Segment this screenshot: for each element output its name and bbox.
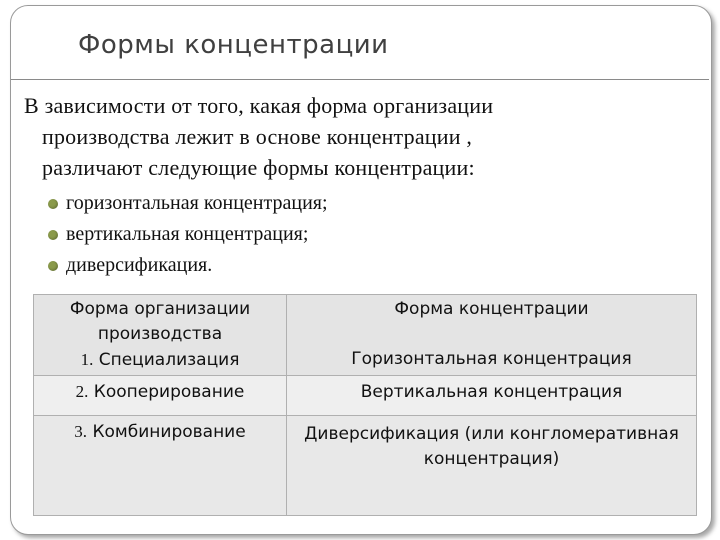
- header-col2: Форма концентрации: [394, 299, 589, 319]
- table-cell: [34, 376, 287, 416]
- row2-concentration: Вертикальная концентрация: [360, 382, 623, 402]
- row1-form: [40, 347, 280, 373]
- table-header-cell: [287, 295, 697, 376]
- bullet-list: [46, 188, 328, 281]
- bullet-item: [46, 250, 328, 281]
- bullet-dot-icon: [48, 199, 58, 209]
- bullet-item: [46, 219, 328, 250]
- table-cell: [287, 416, 697, 516]
- row3-form-label: Комбинирование: [92, 422, 246, 442]
- intro-paragraph: [24, 90, 684, 183]
- row1-concentration: Горизонтальная концентрация: [351, 349, 632, 369]
- table-row: [34, 376, 697, 416]
- row1-number: 1.: [80, 350, 94, 369]
- intro-line-1: В зависимости от того, какая форма организации: [24, 93, 494, 118]
- table-header-cell: [34, 295, 287, 376]
- bullet-text: диверсификация.: [66, 254, 213, 276]
- spacer: [293, 322, 690, 347]
- intro-line-2: производства лежит в основе концентрации ,: [42, 124, 473, 149]
- table-header-row: [34, 295, 697, 376]
- slide-title: Формы концентрации: [78, 30, 389, 60]
- intro-line-3: различают следующие формы концентрации:: [42, 155, 475, 180]
- header-col1-line1: Форма организации: [69, 299, 251, 319]
- row2-form-label: Кооперирование: [93, 382, 245, 402]
- row3-concentration-line2: концентрация): [423, 449, 560, 469]
- header-col1-line2: производства: [97, 324, 223, 344]
- bullet-item: [46, 188, 328, 219]
- bullet-text: вертикальная концентрация;: [66, 223, 309, 245]
- forms-table: [33, 294, 697, 516]
- bullet-dot-icon: [48, 261, 58, 271]
- row3-concentration-line1: Диверсификация (или конгломеративная: [304, 424, 679, 444]
- bullet-dot-icon: [48, 230, 58, 240]
- row3-number: 3.: [74, 422, 88, 441]
- table-cell: [34, 416, 287, 516]
- row2-number: 2.: [75, 382, 89, 401]
- table-row: [34, 416, 697, 516]
- row1-form-label: Специализация: [98, 350, 240, 370]
- bullet-text: горизонтальная концентрация;: [66, 192, 328, 214]
- title-divider: [11, 79, 709, 80]
- table-cell: [287, 376, 697, 416]
